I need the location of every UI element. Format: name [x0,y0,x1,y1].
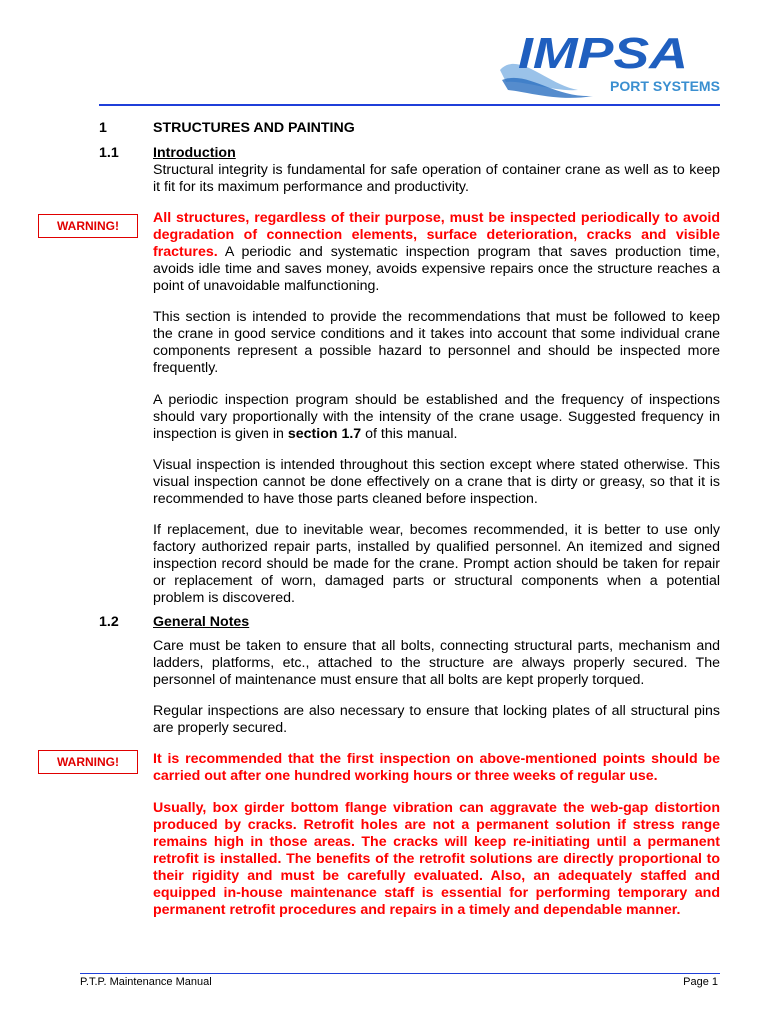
paragraph-text: A periodic inspection program should be established and the frequency of inspections should vary proportionally with the intensity of the crane usage. Suggested frequency in inspection is given in [153,391,720,442]
section-reference: section 1.7 [287,425,362,442]
subsection-heading-1-1 [99,145,720,162]
section-title: STRUCTURES AND PAINTING [153,120,355,136]
subsection-number: 1.2 [99,613,119,630]
section-heading-1 [99,120,720,137]
paragraph: Care must be taken to ensure that all bolts, connecting structural parts, mechanism and ladders, platforms, etc., attached to the structure are always properly secured. The personnel of maintenance must ensure that all bolts are kept properly torqued. [153,637,720,688]
footer-title: P.T.P. Maintenance Manual [80,976,212,988]
section-number: 1 [99,120,107,136]
paragraph: This section is intended to provide the recommendations that must be followed to keep the crane in good service conditions and it takes into account that some individual crane components represent a possible hazard to personnel and should be inspected more frequently. [153,309,720,377]
footer-rule [80,973,720,974]
warning-badge-2: WARNING! [38,750,138,774]
subsection-heading-1-2 [99,614,720,631]
page-number: Page 1 [683,976,718,988]
subsection-title: Introduction [153,145,236,161]
warning-paragraph [153,210,720,295]
document-body [99,120,720,926]
impsa-logo [498,30,722,100]
subsection-number: 1.1 [99,145,119,161]
subsection-title: General Notes [153,613,250,630]
warning-paragraph: Usually, box girder bottom flange vibration can aggravate the web-gap distortion produced by cracks. Retrofit holes are not a permanent solution if stress range remains high in those areas. The cracks will keep re-initiating until a permanent retrofit is installed. The benefits of the retrofit solutions are directly proportional to their rigidity and must be carefully evaluated. Also, an adequately staffed and equipped in-house maintenance staff is essential for performing temporary and permanent retrofit procedures and repairs in a timely and dependable manner. [153,799,720,918]
paragraph [153,392,720,443]
warning-badge-1: WARNING! [38,214,138,238]
paragraph: Structural integrity is fundamental for safe operation of container crane as well as to keep it fit for its maximum performance and productivity. [153,162,720,195]
paragraph: If replacement, due to inevitable wear, becomes recommended, it is better to use only factory authorized repair parts, installed by qualified personnel. An itemized and signed inspection record should be made for the crane. Prompt action should be taken for repair or replacement of worn, damaged parts or structural components when a potential problem is discovered. [153,521,720,606]
paragraph-text: of this manual. [361,425,458,442]
header-rule [99,104,720,106]
logo-brand-text: IMPSA [518,30,688,78]
paragraph-text: A periodic and systematic inspection program that saves production time, avoids idle time and saves money, avoids expensive repairs once the structure reaches a point of unavoidable malfunctioning. [153,244,720,295]
paragraph: Visual inspection is intended throughout this section except where stated otherwise. This visual inspection cannot be done effectively on a crane that is dirty or greasy, so that it is recommended to have those parts cleaned before inspection. [153,456,720,507]
logo-tagline: PORT SYSTEMS [610,78,720,94]
paragraph: Regular inspections are also necessary to ensure that locking plates of all structural pins are properly secured. [153,703,720,737]
warning-paragraph: It is recommended that the first inspection on above-mentioned points should be carried out after one hundred working hours or three weeks of regular use. [153,751,720,785]
warning-text: All structures, regardless of their purpose, must be inspected periodically to avoid degradation of connection elements, surface deterioration, cracks and visible fractures. [153,210,720,261]
